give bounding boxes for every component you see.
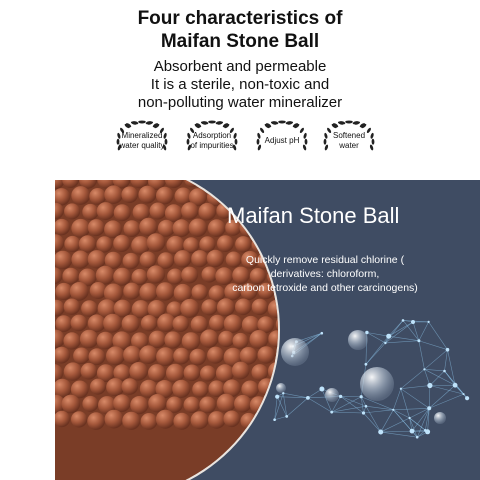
badge-label [257, 120, 307, 162]
subtitle-line-1: Absorbent and permeable [153, 58, 327, 75]
badge-softened [320, 120, 378, 162]
panel-desc-line-3: carbon tetroxide and other carcinogens) [232, 282, 418, 294]
product-panel [55, 180, 480, 480]
badge-adjust-ph [253, 120, 311, 162]
molecule-network-icon [273, 319, 469, 438]
badge-label [117, 120, 167, 162]
badge-label [187, 120, 237, 162]
panel-title: Maifan Stone Ball [227, 203, 400, 228]
subtitle-line-3: non-polluting water mineralizer [137, 94, 343, 111]
panel-desc-line-2: derivatives: chloroform, [270, 268, 380, 280]
subtitle-line-2: It is a sterile, non-toxic and [150, 76, 330, 93]
heading-line-2: Maifan Stone Ball [160, 31, 320, 52]
badge-text-line-1: Adsorption [192, 131, 232, 140]
panel-desc-line-1: Quickly remove residual chlorine ( [245, 254, 405, 266]
badge-text-line-1: Adjust pH [264, 136, 300, 145]
header-section [0, 0, 480, 180]
heading-line-1: Four characteristics of [137, 8, 343, 29]
badge-text-line-2: water [339, 141, 359, 150]
badge-text-line-1: Softened [332, 131, 366, 140]
badge-adsorption [183, 120, 241, 162]
badge-text-line-2: water quality [119, 141, 165, 150]
badge-text-line-2: of impurities [190, 141, 234, 150]
badge-text-line-1: Mineralized [121, 131, 163, 140]
badge-mineralized [113, 120, 171, 162]
badge-label [324, 120, 374, 162]
